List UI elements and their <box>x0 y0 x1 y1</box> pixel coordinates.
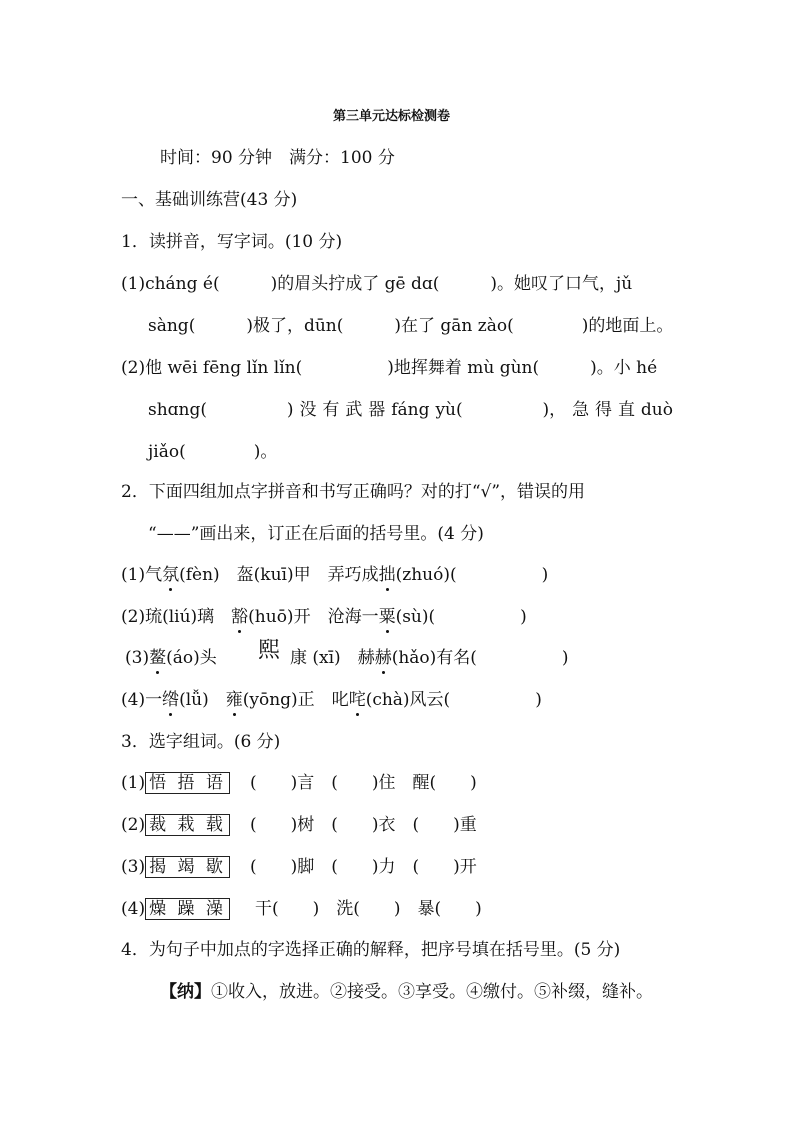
q2-text: (yōng)正 叱 <box>242 690 349 710</box>
q3-row <box>121 775 230 792</box>
q3-blanks: ( )脚 ( )力 ( )开 <box>250 857 477 877</box>
page-title: 第三单元达标检测卷 <box>333 109 451 124</box>
q1-line-part <box>469 402 537 419</box>
q1-line-part: shɑng( <box>148 400 208 420</box>
q1-line-part: duò <box>640 400 673 420</box>
q2-text: (chà)风云( ) <box>365 690 542 710</box>
q3-number: (2) <box>121 815 146 835</box>
q1-line-part: 武 <box>345 400 363 420</box>
q1-line: (2)他 wēi fēng lǐn lǐn( )地挥舞着 mù gùn( )。小 hé <box>121 358 658 378</box>
section-heading: 一、基础训练营(43 分) <box>121 190 298 210</box>
q2-text: (hǎo)有名( ) <box>391 648 569 668</box>
q4-heading: 4．为句子中加点的字选择正确的解释，把序号填在括号里。(5 分) <box>121 940 621 960</box>
dotted-char: 氛 <box>162 565 180 585</box>
large-character: 熙 <box>258 638 281 663</box>
q3-row <box>121 859 230 876</box>
q1-line-part: fáng <box>391 400 430 420</box>
q2-text: (3) <box>125 648 150 668</box>
q3-blanks: ( )树 ( )衣 ( )重 <box>250 815 477 835</box>
entry-definitions: ①收入，放进。②接受。③享受。④缴付。⑤补缀，缝补。 <box>211 982 653 1002</box>
q2-text: (zhuó)( ) <box>395 565 549 585</box>
q3-number: (3) <box>121 857 146 877</box>
entry-bracket: 【纳】 <box>160 982 211 1002</box>
q2-text: (1)气 <box>121 565 163 585</box>
q2-row <box>125 650 217 667</box>
q1-line: jiǎo( )。 <box>148 442 278 462</box>
q2-row <box>290 650 569 667</box>
q3-number: (4) <box>121 899 146 919</box>
q2-heading: “——”画出来，订正在后面的括号里。(4 分) <box>148 524 484 544</box>
q1-line-part: yù( <box>435 400 463 420</box>
q1-line: sàng( )极了，dūn( )在了 gān zào( )的地面上。 <box>148 316 674 336</box>
dotted-char: 赫 <box>374 648 392 668</box>
q3-row <box>121 817 230 834</box>
q2-row <box>121 609 527 626</box>
q1-line-part <box>213 402 281 419</box>
q3-blanks: 干( ) 洗( ) 暴( ) <box>255 899 482 919</box>
q1-line-part: 直 <box>617 400 635 420</box>
q2-heading: 2．下面四组加点字拼音和书写正确吗？对的打“√”，错误的用 <box>121 482 586 502</box>
char-box: 揭 竭 歇 <box>145 856 230 878</box>
q1-line-part: ) <box>286 400 294 420</box>
dotted-char: 粟 <box>378 607 396 627</box>
q3-number: (1) <box>121 773 146 793</box>
q3-blanks: ( )言 ( )住 醒( ) <box>250 773 477 793</box>
q2-row <box>121 567 548 584</box>
q2-text: (lǚ) <box>179 690 226 710</box>
q3-heading: 3．选字组词。(6 分) <box>121 732 281 752</box>
q1-heading: 1．读拼音，写字词。(10 分) <box>121 232 343 252</box>
q1-line: (1)cháng é( )的眉头拧成了 gē dɑ( )。她叹了口气，jǔ <box>121 274 633 294</box>
q1-line-part: 得 <box>595 400 613 420</box>
dotted-char: 拙 <box>378 565 396 585</box>
q1-line-part: )， <box>542 400 567 420</box>
q2-text: (2)琉(liú)璃 <box>121 607 232 627</box>
q2-text: 康 (xī) 赫 <box>290 648 375 668</box>
q2-row <box>121 692 542 709</box>
exam-meta: 时间：90 分钟 满分：100 分 <box>160 148 395 168</box>
q3-row <box>121 901 230 918</box>
q1-line-part: 器 <box>368 400 386 420</box>
dotted-char: 雍 <box>225 690 243 710</box>
q4-entry <box>160 984 653 1001</box>
char-box: 裁 栽 载 <box>145 814 230 836</box>
q1-line-part: 急 <box>572 400 590 420</box>
q2-text: (4)一 <box>121 690 163 710</box>
q2-text: (áo)头 <box>166 648 217 668</box>
char-box: 燥 躁 澡 <box>145 898 230 920</box>
q2-text: (huō)开 沧海一 <box>248 607 379 627</box>
q1-line-part: 没 <box>299 400 317 420</box>
q2-text: (sù)( ) <box>395 607 527 627</box>
dotted-char: 咤 <box>348 690 366 710</box>
dotted-char: 鳌 <box>149 648 167 668</box>
char-box: 悟 捂 语 <box>145 772 230 794</box>
q2-text: (fèn) 盔(kuī)甲 弄巧成 <box>179 565 379 585</box>
q1-line <box>148 402 673 419</box>
q1-line-part: 有 <box>322 400 340 420</box>
dotted-char: 豁 <box>231 607 249 627</box>
dotted-char: 绺 <box>162 690 180 710</box>
